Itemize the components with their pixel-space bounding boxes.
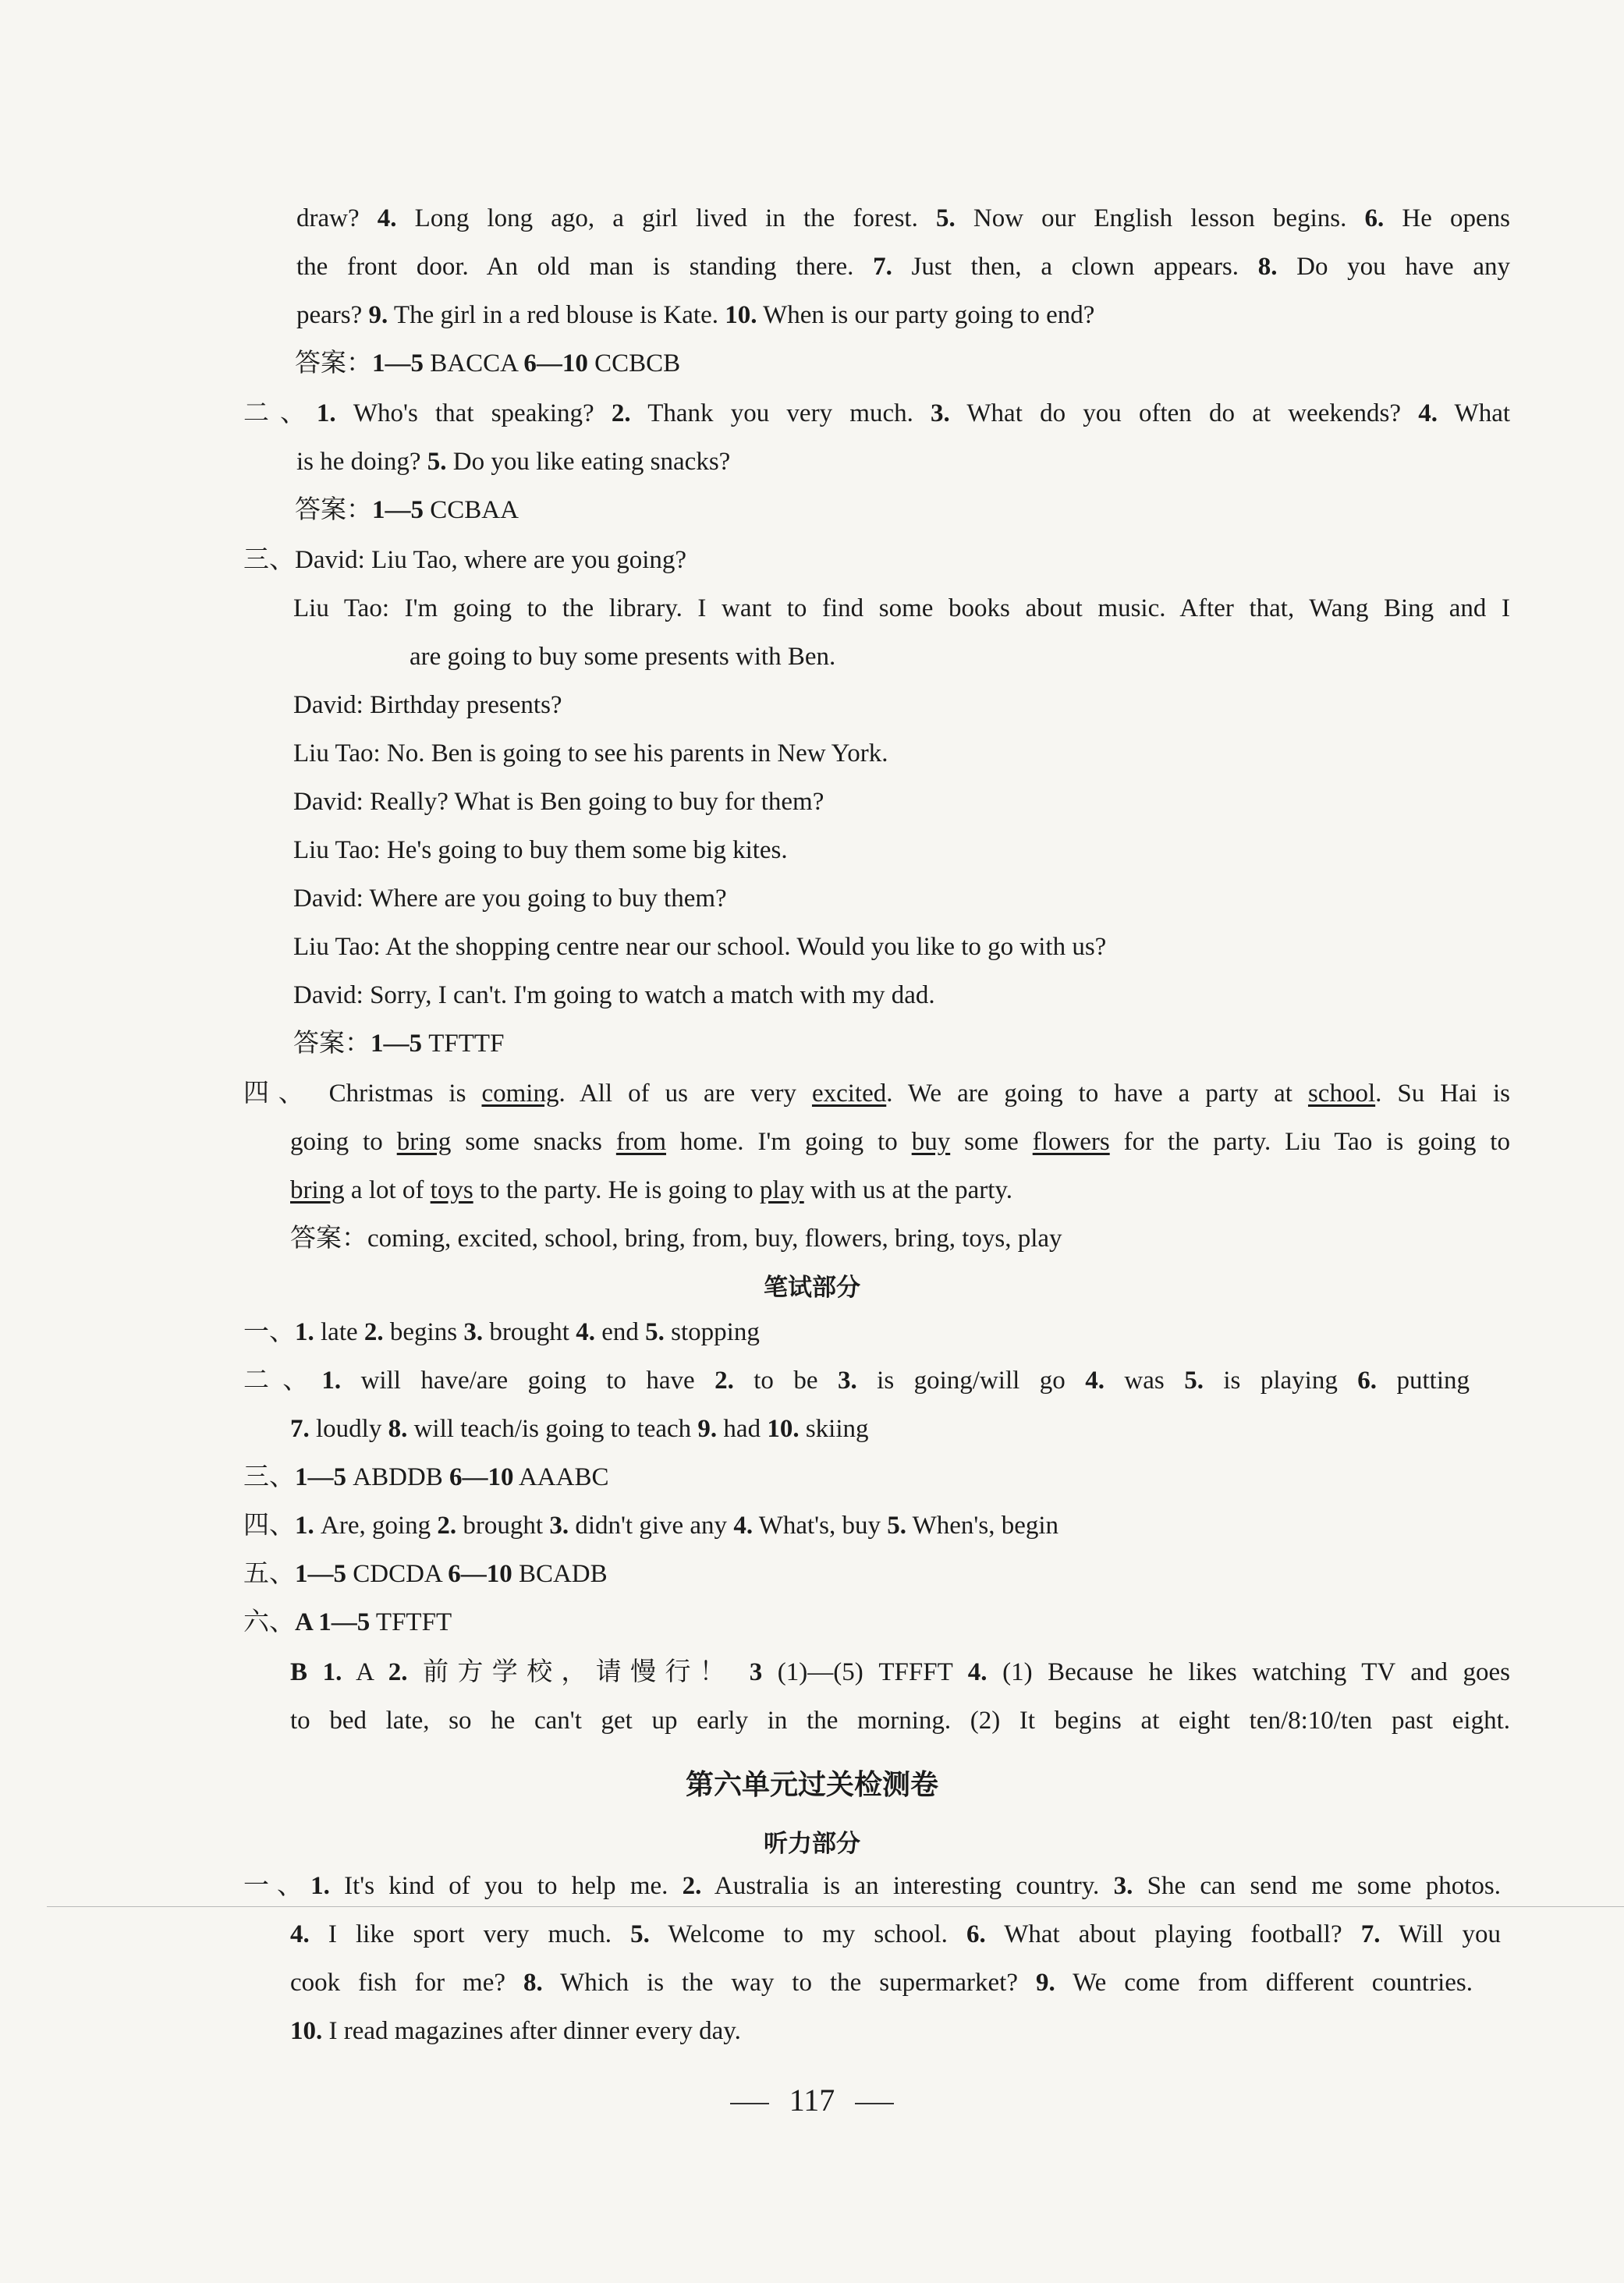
item-text: is he doing? — [296, 448, 427, 476]
item-text: Just then, a clown appears. — [892, 253, 1258, 281]
item-number: 3. — [837, 1367, 857, 1395]
item-text: CDCDA — [346, 1560, 449, 1588]
item-text: stopping — [664, 1318, 760, 1346]
item-number: 5. — [887, 1512, 906, 1540]
item-text: Do you have any — [1277, 253, 1510, 281]
dialogue-line-10: David: Sorry, I can't. I'm going to watch a match with my dad. — [293, 981, 935, 1009]
listening-q2-line2 — [296, 445, 730, 479]
item-text: Thank you very much. — [630, 399, 931, 427]
item-text: Long long ago, a girl lived in the forest. — [396, 204, 936, 232]
item-text: the front door. An old man is standing there. — [296, 253, 874, 281]
item-number: 10. — [725, 301, 757, 329]
item-number: 1. — [295, 1318, 314, 1346]
item-text: brought — [456, 1512, 550, 1540]
passage-line-2 — [290, 1125, 1510, 1159]
passage-text: for the party. Liu Tao is going to — [1109, 1128, 1510, 1156]
item-number: 4. — [377, 204, 397, 232]
passage-text: to the party. He is going to — [473, 1176, 760, 1204]
listening-q2-line1 — [243, 396, 1510, 431]
written-s6-b-line2: to bed late, so he can't get up early in the morning. (2) It begins at eight ten/8:10/ten past eight. — [290, 1707, 1510, 1735]
written-s1 — [243, 1315, 760, 1349]
item-number: 6. — [1357, 1367, 1378, 1395]
item-number: 8. — [388, 1415, 408, 1443]
passage-text: 四、 Christmas is — [243, 1079, 482, 1108]
dialogue-line-4: David: Birthday presents? — [293, 691, 562, 719]
item-number: 2. — [437, 1512, 457, 1540]
unit6-title: 第六单元过关检测卷 — [685, 1769, 938, 1801]
item-text: A — [342, 1658, 388, 1686]
item-number: 7. — [873, 253, 892, 281]
passage-text: with us at the party. — [803, 1176, 1013, 1204]
item-text: BACCA — [424, 349, 524, 378]
item-number: 2. — [611, 399, 631, 427]
item-text: I read magazines after dinner every day. — [322, 2017, 741, 2045]
written-part-heading: 笔试部分 — [764, 1274, 860, 1302]
item-text: What's, buy — [753, 1512, 888, 1540]
item-text: 四、 — [243, 1512, 295, 1540]
listening-q3-answer — [293, 1026, 504, 1061]
page-number-dash-left — [730, 2103, 769, 2104]
item-text: 一、 — [243, 1318, 295, 1346]
passage-text: home. I'm going to — [666, 1128, 912, 1156]
item-text: CCBCB — [587, 349, 681, 378]
item-number: 3. — [1113, 1872, 1133, 1900]
item-number: 4. — [967, 1658, 988, 1686]
dialogue-line-5: Liu Tao: No. Ben is going to see his parents in New York. — [293, 739, 888, 767]
underlined-answer-word: coming — [481, 1079, 559, 1108]
underlined-answer-word: from — [615, 1128, 666, 1156]
item-number: 8. — [1257, 253, 1278, 281]
item-number: 10. — [290, 2017, 323, 2045]
item-text: 二、 — [243, 1367, 322, 1395]
item-number: 4. — [733, 1512, 753, 1540]
listening-q1-line1 — [296, 201, 1510, 236]
item-text: TFTFT — [370, 1608, 452, 1636]
item-number: 1—5 — [372, 349, 424, 378]
item-text: is playing — [1203, 1367, 1358, 1395]
item-text: Now our English lesson begins. — [955, 204, 1365, 232]
item-number: 8. — [523, 1969, 543, 1997]
item-text: What — [1437, 399, 1511, 427]
item-number: 9. — [1035, 1969, 1055, 1997]
item-text: What do you often do at weekends? — [949, 399, 1419, 427]
item-text: putting — [1377, 1367, 1470, 1395]
underlined-answer-word: toys — [430, 1176, 473, 1204]
item-number: 1—5 — [372, 496, 424, 524]
listening-q4-answer: 答案：coming, excited, school, bring, from, buy, flowers, bring, toys, play — [290, 1225, 1062, 1253]
item-number: 6—10 — [449, 1463, 514, 1491]
item-number: 10. — [767, 1415, 800, 1443]
item-number: 6—10 — [448, 1560, 512, 1588]
item-text: had — [717, 1415, 768, 1443]
item-number: 4. — [1418, 399, 1438, 427]
item-number: 4. — [576, 1318, 595, 1346]
underlined-answer-word: excited — [811, 1079, 887, 1108]
item-text: (1) Because he likes watching TV and goes — [987, 1658, 1510, 1686]
item-number: 1. — [321, 1367, 342, 1395]
item-text: 三、 — [243, 1463, 295, 1491]
item-text: Which is the way to the supermarket? — [542, 1969, 1036, 1997]
item-text: Welcome to my school. — [649, 1920, 966, 1948]
dialogue-line-9: Liu Tao: At the shopping centre near our school. Would you like to go with us? — [293, 933, 1107, 961]
item-text: is going/will go — [856, 1367, 1086, 1395]
item-text: Will you — [1380, 1920, 1501, 1948]
written-s2-line1 — [243, 1363, 1470, 1398]
underlined-answer-word: buy — [911, 1128, 951, 1156]
underlined-answer-word: bring — [396, 1128, 452, 1156]
item-text: 答案： — [295, 349, 372, 378]
item-text: 前方学校，请慢行！ — [407, 1658, 750, 1686]
item-text: (1)—(5) TFFFT — [762, 1658, 968, 1686]
item-text: late — [314, 1318, 364, 1346]
item-number: 7. — [290, 1415, 310, 1443]
item-text: Are, going — [314, 1512, 438, 1540]
item-text: She can send me some photos. — [1133, 1872, 1502, 1900]
page-number-text: 117 — [789, 2083, 835, 2118]
item-text: 一、 — [243, 1872, 311, 1900]
written-s5 — [243, 1557, 608, 1591]
item-text: cook fish for me? — [290, 1969, 523, 1997]
item-number: 6. — [1364, 204, 1385, 232]
item-text: begins — [383, 1318, 464, 1346]
underlined-answer-word: play — [759, 1176, 804, 1204]
item-number: 3 — [749, 1658, 763, 1686]
item-number: B 1. — [290, 1658, 342, 1686]
item-number: 3. — [549, 1512, 569, 1540]
item-text: will have/are going to have — [341, 1367, 715, 1395]
item-number: 2. — [363, 1318, 384, 1346]
page-number-dash-right — [855, 2103, 894, 2104]
listening-q1-answer — [295, 346, 680, 381]
item-text: ABDDB — [346, 1463, 450, 1491]
item-number: 9. — [368, 301, 388, 329]
dialogue-line-3: are going to buy some presents with Ben. — [410, 643, 836, 671]
written-s3 — [243, 1460, 608, 1494]
item-text: end — [594, 1318, 646, 1346]
written-s6-b-line1 — [290, 1655, 1510, 1689]
item-number: 1. — [295, 1512, 314, 1540]
item-text: 答案： — [295, 496, 372, 524]
passage-text: . All of us are very — [558, 1079, 812, 1108]
item-text: Who's that speaking? — [335, 399, 612, 427]
written-s2-line2 — [290, 1412, 869, 1446]
dialogue-line-7: Liu Tao: He's going to buy them some big kites. — [293, 836, 788, 864]
underlined-answer-word: bring — [290, 1176, 345, 1204]
listening-q1-line3 — [296, 298, 1094, 332]
item-text: I like sport very much. — [309, 1920, 631, 1948]
item-number: 3. — [931, 399, 950, 427]
item-number: 7. — [1360, 1920, 1381, 1948]
item-text: BCADB — [512, 1560, 608, 1588]
item-text: Australia is an interesting country. — [701, 1872, 1114, 1900]
item-text: He opens — [1384, 204, 1510, 232]
item-number: 1—5 — [371, 1030, 422, 1058]
unit6-q1-line2 — [290, 1917, 1501, 1952]
passage-text: going to — [290, 1128, 397, 1156]
dialogue-line-6: David: Really? What is Ben going to buy for them? — [293, 788, 824, 816]
dialogue-line-8: David: Where are you going to buy them? — [293, 884, 727, 913]
item-text: When's, begin — [906, 1512, 1059, 1540]
item-number: 2. — [714, 1367, 734, 1395]
written-s4 — [243, 1508, 1058, 1543]
listening-q1-line2 — [296, 250, 1510, 284]
dialogue-line-1: 三、David: Liu Tao, where are you going? — [243, 546, 687, 574]
item-text: The girl in a red blouse is Kate. — [388, 301, 725, 329]
unit6-q1-line3 — [290, 1966, 1473, 2000]
item-text: AAABC — [513, 1463, 609, 1491]
item-number: A 1—5 — [295, 1608, 371, 1636]
passage-text: . Su Hai is — [1375, 1079, 1510, 1108]
item-number: 1. — [310, 1872, 330, 1900]
item-text: Do you like eating snacks? — [446, 448, 731, 476]
unit6-listening-heading: 听力部分 — [764, 1830, 860, 1858]
item-text: 二、 — [243, 399, 317, 427]
passage-line-3 — [290, 1173, 1012, 1207]
item-number: 4. — [1085, 1367, 1105, 1395]
item-number: 6—10 — [523, 349, 588, 378]
item-number: 5. — [427, 448, 447, 476]
item-text: brought — [483, 1318, 576, 1346]
item-text: to be — [733, 1367, 838, 1395]
written-s6-a — [243, 1605, 452, 1640]
item-number: 1—5 — [295, 1463, 346, 1491]
item-number: 5. — [630, 1920, 650, 1948]
passage-line-1 — [243, 1076, 1510, 1111]
listening-q2-answer — [295, 493, 519, 527]
item-text: When is our party going to end? — [757, 301, 1095, 329]
item-number: 1. — [316, 399, 336, 427]
item-text: didn't give any — [569, 1512, 734, 1540]
item-text: 答案： — [293, 1030, 371, 1058]
passage-text: a lot of — [344, 1176, 431, 1204]
item-number: 5. — [1184, 1367, 1204, 1395]
item-text: loudly — [309, 1415, 388, 1443]
passage-text: some — [950, 1128, 1033, 1156]
item-text: We come from different countries. — [1055, 1969, 1473, 1997]
item-text: CCBAA — [424, 496, 519, 524]
item-text: pears? — [296, 301, 369, 329]
item-number: 6. — [966, 1920, 986, 1948]
scan-fold-line — [47, 1906, 1624, 1907]
item-number: 2. — [388, 1658, 408, 1686]
item-text: TFTTF — [422, 1030, 505, 1058]
item-number: 2. — [682, 1872, 702, 1900]
item-text: was — [1104, 1367, 1185, 1395]
item-text: 五、 — [243, 1560, 295, 1588]
item-number: 1—5 — [295, 1560, 346, 1588]
underlined-answer-word: flowers — [1032, 1128, 1110, 1156]
item-text: It's kind of you to help me. — [329, 1872, 683, 1900]
item-text: skiing — [799, 1415, 869, 1443]
underlined-answer-word: school — [1307, 1079, 1376, 1108]
item-number: 5. — [645, 1318, 665, 1346]
item-number: 3. — [463, 1318, 484, 1346]
passage-text: some snacks — [451, 1128, 616, 1156]
item-number: 5. — [935, 204, 956, 232]
unit6-q1-line1 — [243, 1869, 1501, 1903]
passage-text: . We are going to have a party at — [886, 1079, 1308, 1108]
unit6-q1-line4 — [290, 2014, 741, 2048]
item-number: 4. — [290, 1920, 310, 1948]
page-number — [0, 2081, 1624, 2120]
item-text: draw? — [296, 204, 378, 232]
item-number: 9. — [697, 1415, 718, 1443]
item-text: What about playing football? — [985, 1920, 1361, 1948]
item-text: will teach/is going to teach — [407, 1415, 698, 1443]
dialogue-line-2: Liu Tao: I'm going to the library. I want to find some books about music. After that, Wang Bing and I — [293, 594, 1510, 622]
item-text: 六、 — [243, 1608, 295, 1636]
